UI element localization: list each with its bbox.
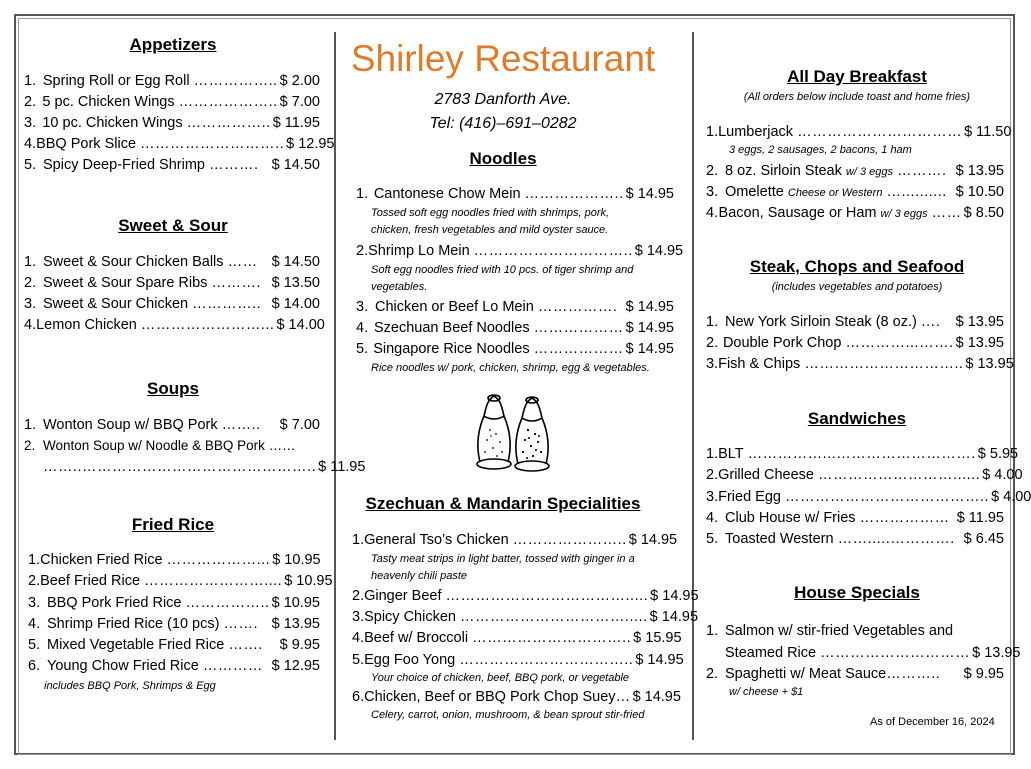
item-description: Tasty meat strips in light batter, tossed with ginger in a [371,553,635,565]
item-description: Rice noodles w/ pork, chicken, shrimp, egg & vegetables. [371,362,650,374]
steak-heading: Steak, Chops and Seafood [749,257,965,276]
menu-item: 3. Omelette Cheese or Western ….......... $ 10.50 [706,184,1004,200]
menu-item: 2. Wonton Soup w/ Noodle & BBQ Pork …... [24,438,296,453]
item-description: Tossed soft egg noodles fried with shrimps, pork, [371,207,610,219]
house-specials-heading: House Specials [794,583,920,602]
menu-item: 5. Egg Foo Yong …………………………….. $ 14.95 [352,652,684,668]
restaurant-phone: Tel: (416)–691–0282 [429,115,577,132]
menu-item: 2. Spaghetti w/ Meat Sauce ……….. $ 9.95 [706,666,1004,682]
steak-subheading: (includes vegetables and potatoes) [771,281,943,293]
menu-item: 6. Young Chow Fried Rice ………… $ 12.95 [28,658,320,674]
noodles-heading: Noodles [469,149,537,168]
menu-item: 4. Szechuan Beef Noodles ……………… $ 14.95 [356,320,674,336]
menu-item: 1. Spring Roll or Egg Roll …………….. $ 2.00 [24,73,320,89]
menu-item: 4. Shrimp Fried Rice (10 pcs) ……. $ 13.95 [28,616,320,632]
menu-item: 4. BBQ Pork Slice ……………………….. $ 12.95 [24,136,335,152]
menu-item: 5. Spicy Deep-Fried Shrimp ………. $ 14.50 [24,157,320,173]
menu-item: 3. Chicken or Beef Lo Mein ……………. $ 14.95 [356,299,674,315]
fried-rice-heading: Fried Rice [131,515,215,534]
menu-item: 3. 10 pc. Chicken Wings …………….. $ 11.95 [24,115,320,131]
menu-item: 3. Spicy Chicken ……………………………..... $ 14.95 [352,609,699,625]
menu-item: 2. Beef Fried Rice …………………….... $ 10.95 [28,573,333,589]
menu-item: 5. Mixed Vegetable Fried Rice ……. $ 9.95 [28,637,320,653]
menu-item: 2. Grilled Cheese ………………………...... $ 4.00 [706,467,1023,483]
menu-item: 2. 5 pc. Chicken Wings ……………….. $ 7.00 [24,94,320,110]
menu-item: 5. Singapore Rice Noodles ……………… $ 14.95 [356,341,674,357]
menu-item: 6. Chicken, Beef or BBQ Pork Chop Suey … $ 14.95 [352,689,681,705]
appetizers-heading: Appetizers [129,35,217,54]
menu-item: 3. Sweet & Sour Chicken ………….. $ 14.00 [24,296,320,312]
menu-item-continuation: Steamed Rice ………………………… $ 13.95 [725,645,1021,661]
item-description: vegetables. [371,281,428,293]
menu-item: 4. Bacon, Sausage or Ham w/ 3 eggs …… $ 8.50 [706,205,1004,221]
menu-item: 1. Lumberjack …………………………… $ 11.50 [706,124,1012,140]
fried-rice-note: includes BBQ Pork, Shrimps & Egg [44,680,216,692]
menu-item: 1. General Tso’s Chicken ………………….. $ 14.95 [352,532,678,548]
menu-item: 3. Fish & Chips ………………………….. $ 13.95 [706,356,1014,372]
item-description: Your choice of chicken, beef, BBQ pork, or vegetable [371,672,630,684]
menu-item: 2. Ginger Beef ………………………………..... $ 14.95 [352,588,699,604]
sandwiches-heading: Sandwiches [807,409,907,428]
salt-pepper-shakers-illustration [472,390,556,474]
szechuan-heading: Szechuan & Mandarin Specialities [365,494,641,513]
item-description: 3 eggs, 2 sausages, 2 bacons, 1 ham [729,144,912,156]
item-description: Soft egg noodles fried with 10 pcs. of tiger shrimp and [371,264,634,276]
item-description: w/ cheese + $1 [729,686,804,698]
soups-heading: Soups [147,379,199,398]
menu-item: 3. Fried Egg ………………………………….. $ 4.00 [706,489,1031,505]
menu-item: 5. Toasted Western …….....…………. $ 6.45 [706,531,1004,547]
item-description: heavenly chili paste [371,570,468,582]
menu-item: 4. Beef w/ Broccoli ………………………….. $ 15.95 [352,630,682,646]
menu-item: 1. Cantonese Chow Mein ……………….. $ 14.95 [356,186,674,202]
menu-item: 1. Chicken Fried Rice ………………... $ 10.95 [28,552,321,568]
menu-item: 1. New York Sirloin Steak (8 oz.) …. $ 13.95 [706,314,1004,330]
menu-item-continuation: ……..……………………………………….. $ 11.95 [43,459,366,475]
item-description: chicken, fresh vegetables and mild oyster sauce. [371,224,609,236]
menu-item: 1. Wonton Soup w/ BBQ Pork …….. $ 7.00 [24,417,320,433]
menu-item: 2. Sweet & Sour Spare Ribs ………. $ 13.50 [24,275,320,291]
sweet-sour-heading: Sweet & Sour [118,216,228,235]
as-of-date: As of December 16, 2024 [870,716,995,728]
restaurant-name: Shirley Restaurant [350,38,656,79]
breakfast-heading: All Day Breakfast [787,67,927,86]
menu-item: 4. Lemon Chicken ……………………... $ 14.00 [24,317,325,333]
menu-item: 4. Club House w/ Fries ……………… $ 11.95 [706,510,1004,526]
restaurant-address: 2783 Danforth Ave. [434,91,572,108]
item-description: Celery, carrot, onion, mushroom, & bean sprout stir-fried [371,709,645,721]
menu-item: 2. Shrimp Lo Mein ………………………….. $ 14.95 [356,243,684,259]
menu-item: 2. Double Pork Chop …………...……. $ 13.95 [706,335,1004,351]
menu-item: 3. BBQ Pork Fried Rice …………….. $ 10.95 [28,595,320,611]
column-divider-right [692,32,694,740]
breakfast-subheading: (All orders below include toast and home fries) [743,91,971,103]
menu-item: 1. Sweet & Sour Chicken Balls …… $ 14.50 [24,254,320,270]
menu-item: 1. Salmon w/ stir-fried Vegetables and [706,623,954,639]
menu-item: 1. BLT ……………...………………………. $ 5.95 [706,446,1019,462]
menu-item: 2. 8 oz. Sirloin Steak w/ 3 eggs ………. $ 13.95 [706,163,1004,179]
